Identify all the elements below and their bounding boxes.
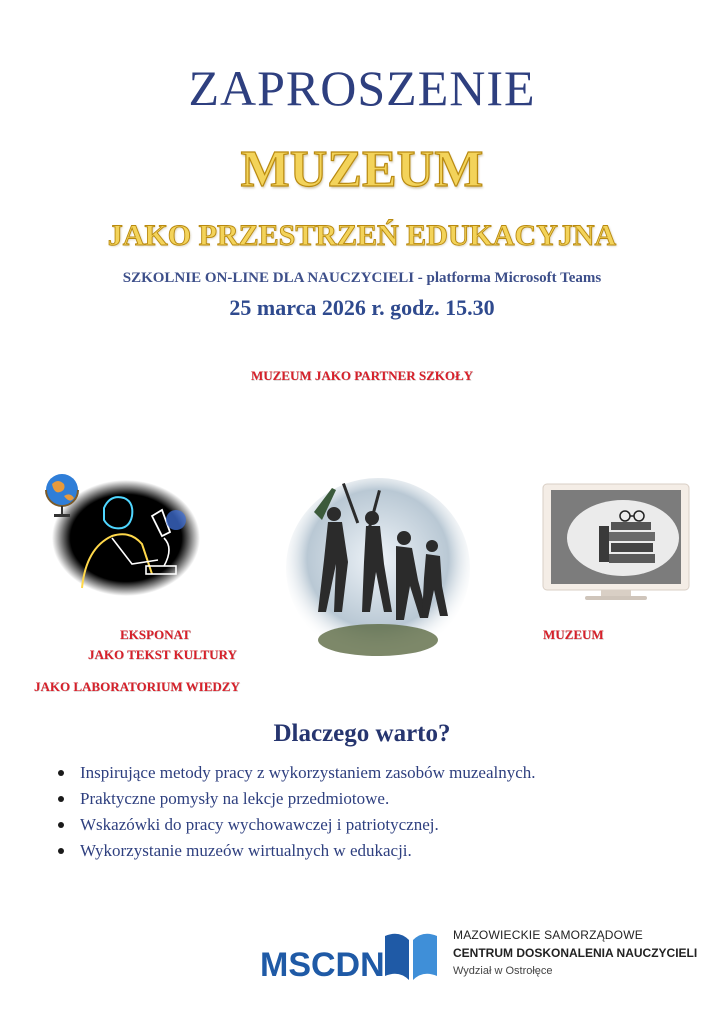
invitation-title: ZAPROSZENIE (188, 60, 536, 116)
label-exhibit: EKSPONAT (120, 627, 191, 642)
logo-line-2: CENTRUM DOSKONALENIA NAUCZYCIELI (453, 946, 698, 960)
bullet-icon (58, 770, 64, 776)
logo-line-1: MAZOWIECKIE SAMORZĄDOWE (453, 928, 643, 942)
museum-heading: MUZEUM (240, 141, 484, 198)
benefits-list (50, 760, 670, 864)
online-info: SZKOLNIE ON-LINE DLA NAUCZYCIELI - platforma Microsoft Teams (122, 270, 602, 286)
benefit-text: Wskazówki do pracy wychowawczej i patriotycznej. (80, 815, 439, 834)
section-label: MUZEUM JAKO PARTNER SZKOŁY (250, 368, 474, 383)
event-date: 25 marca 2026 r. godz. 15.30 (229, 295, 495, 320)
list-item (50, 838, 670, 864)
label-knowledge-lab: JAKO LABORATORIUM WIEDZY (34, 679, 240, 694)
logo-acronym: MSCDN (260, 946, 385, 984)
scientist-image (42, 468, 202, 600)
bullet-icon (58, 848, 64, 854)
list-item (50, 760, 670, 786)
bullet-icon (58, 796, 64, 802)
label-museum: MUZEUM (543, 627, 604, 642)
benefit-text: Wykorzystanie muzeów wirtualnych w edukacji. (80, 841, 412, 860)
museum-subheading: JAKO PRZESTRZEŃ EDUKACYJNA (107, 219, 617, 252)
benefit-text: Praktyczne pomysły na lekcje przedmiotowe. (80, 789, 390, 808)
list-item (50, 812, 670, 838)
benefit-text: Inspirujące metody pracy z wykorzystaniem zasobów muzealnych. (80, 763, 536, 782)
why-heading: Dlaczego warto? (273, 720, 451, 747)
label-culture-text: JAKO TEKST KULTURY (88, 647, 237, 662)
logo-line-3: Wydział w Ostrołęce (453, 965, 553, 977)
monitor-books-image (541, 482, 691, 604)
list-item (50, 786, 670, 812)
bullet-icon (58, 822, 64, 828)
monument-image (282, 472, 474, 662)
book-logo-icon (383, 928, 439, 980)
